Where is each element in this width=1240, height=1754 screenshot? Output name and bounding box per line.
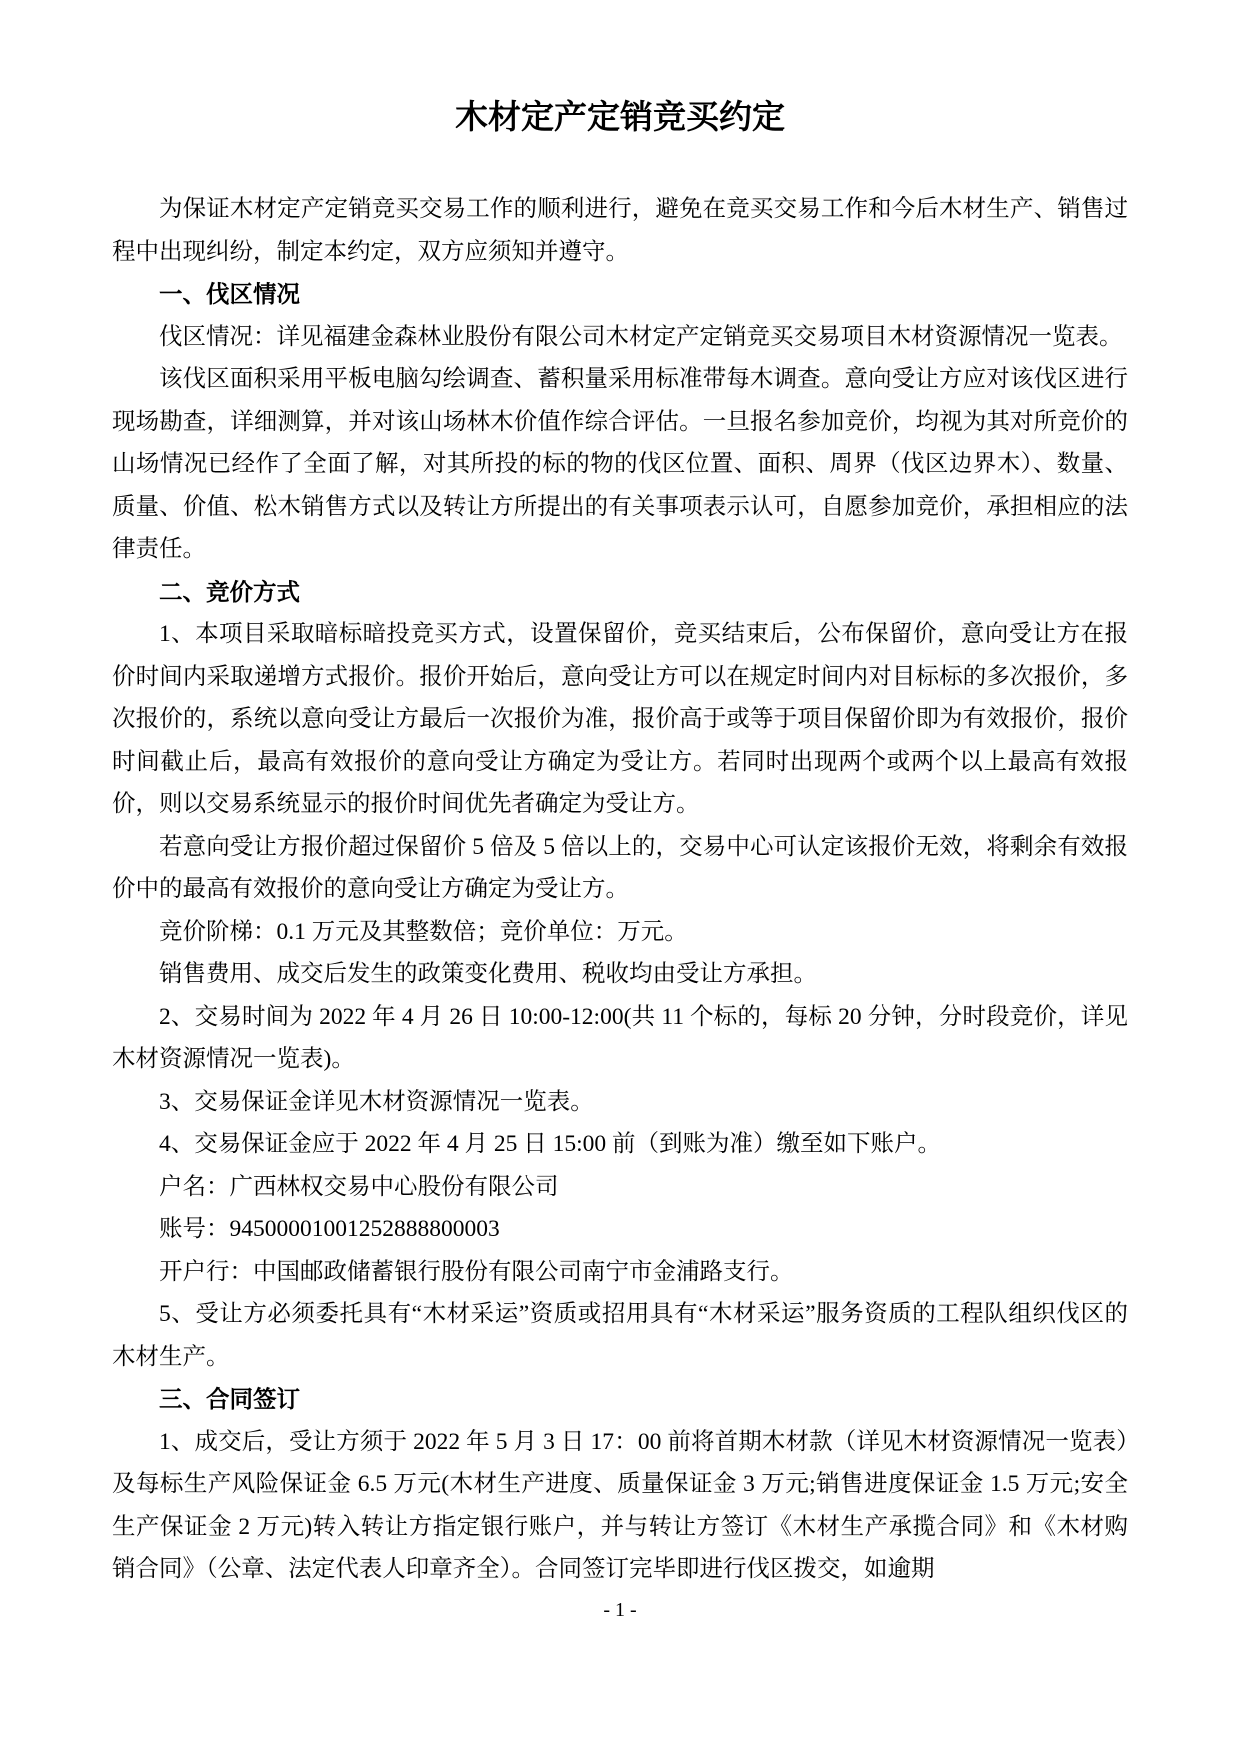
qualification-paragraph: 5、受让方必须委托具有“木材采运”资质或招用具有“木材采运”服务资质的工程队组织伐区的木材生产。	[112, 1301, 1128, 1370]
bank-branch-line: 开户行：中国邮政储蓄银行股份有限公司南宁市金浦路支行。	[159, 1258, 794, 1285]
section-3-heading: 三、合同签订	[159, 1386, 300, 1412]
section-1-heading: 一、伐区情况	[159, 281, 300, 307]
deposit-reference-paragraph: 3、交易保证金详见木材资源情况一览表。	[159, 1088, 594, 1115]
account-name-line: 户名：广西林权交易中心股份有限公司	[159, 1173, 559, 1200]
bid-increment-paragraph: 竞价阶梯：0.1 万元及其整数倍；竞价单位：万元。	[159, 918, 688, 945]
survey-evaluation-paragraph: 该伐区面积采用平板电脑勾绘调查、蓄积量采用标准带每木调查。意向受让方应对该伐区进行现场勘查，详细测算，并对该山场林木价值作综合评估。一旦报名参加竞价，均视为其对所竞价的山场情况已经作了全面了解，对其所投的标的物的伐区位置、面积、周界（伐区边界木）、数量、质量、价值、松木销售方式以及转让方所提出的有关事项表示认可，自愿参加竞价，承担相应的法律责任。	[112, 366, 1128, 562]
bidding-method-paragraph: 1、本项目采取暗标暗投竞买方式，设置保留价，竞买结束后，公布保留价，意向受让方在报价时间内采取递增方式报价。报价开始后，意向受让方可以在规定时间内对目标标的多次报价，多次报价的，系统以意向受让方最后一次报价为准，报价高于或等于项目保留价即为有效报价，报价时间截止后，最高有效报价的意向受让方确定为受让方。若同时出现两个或两个以上最高有效报价，则以交易系统显示的报价时间优先者确定为受让方。	[112, 621, 1128, 817]
contract-signing-paragraph: 1、成交后，受让方须于 2022 年 5 月 3 日 17：00 前将首期木材款（详见木材资源情况一览表）及每标生产风险保证金 6.5 万元(木材生产进度、质量保证金 3 万元;销售进度保证金 1.5 万元;安全生产保证金 2 万元)转入转让方指定银行账户，并与转让方签订《木材生产承揽合同》和《木材购销合同》（公章、法定代表人印章齐全）。合同签订完毕即进行伐区拨交，如逾期	[112, 1428, 1128, 1582]
trade-time-paragraph: 2、交易时间为 2022 年 4 月 26 日 10:00-12:00(共 11 个标的，每标 20 分钟，分时段竞价，详见木材资源情况一览表)。	[112, 1003, 1128, 1072]
felling-area-paragraph: 伐区情况：详见福建金森林业股份有限公司木材定产定销竞买交易项目木材资源情况一览表。	[159, 323, 1123, 350]
document-title: 木材定产定销竞买约定	[455, 100, 785, 136]
section-2-heading: 二、竞价方式	[159, 578, 300, 605]
page-number: - 1 -	[603, 1598, 637, 1621]
account-number-line: 账号：94500001001252888800003	[159, 1216, 500, 1242]
fees-paragraph: 销售费用、成交后发生的政策变化费用、税收均由受让方承担。	[159, 961, 817, 987]
over-reserve-price-paragraph: 若意向受让方报价超过保留价 5 倍及 5 倍以上的，交易中心可认定该报价无效，将剩余有效报价中的最高有效报价的意向受让方确定为受让方。	[112, 833, 1128, 902]
intro-paragraph: 为保证木材定产定销竞买交易工作的顺利进行，避免在竞买交易工作和今后木材生产、销售过程中出现纠纷，制定本约定，双方应须知并遵守。	[112, 196, 1128, 265]
deposit-deadline-paragraph: 4、交易保证金应于 2022 年 4 月 25 日 15:00 前（到账为准）缴至如下账户。	[159, 1131, 942, 1157]
